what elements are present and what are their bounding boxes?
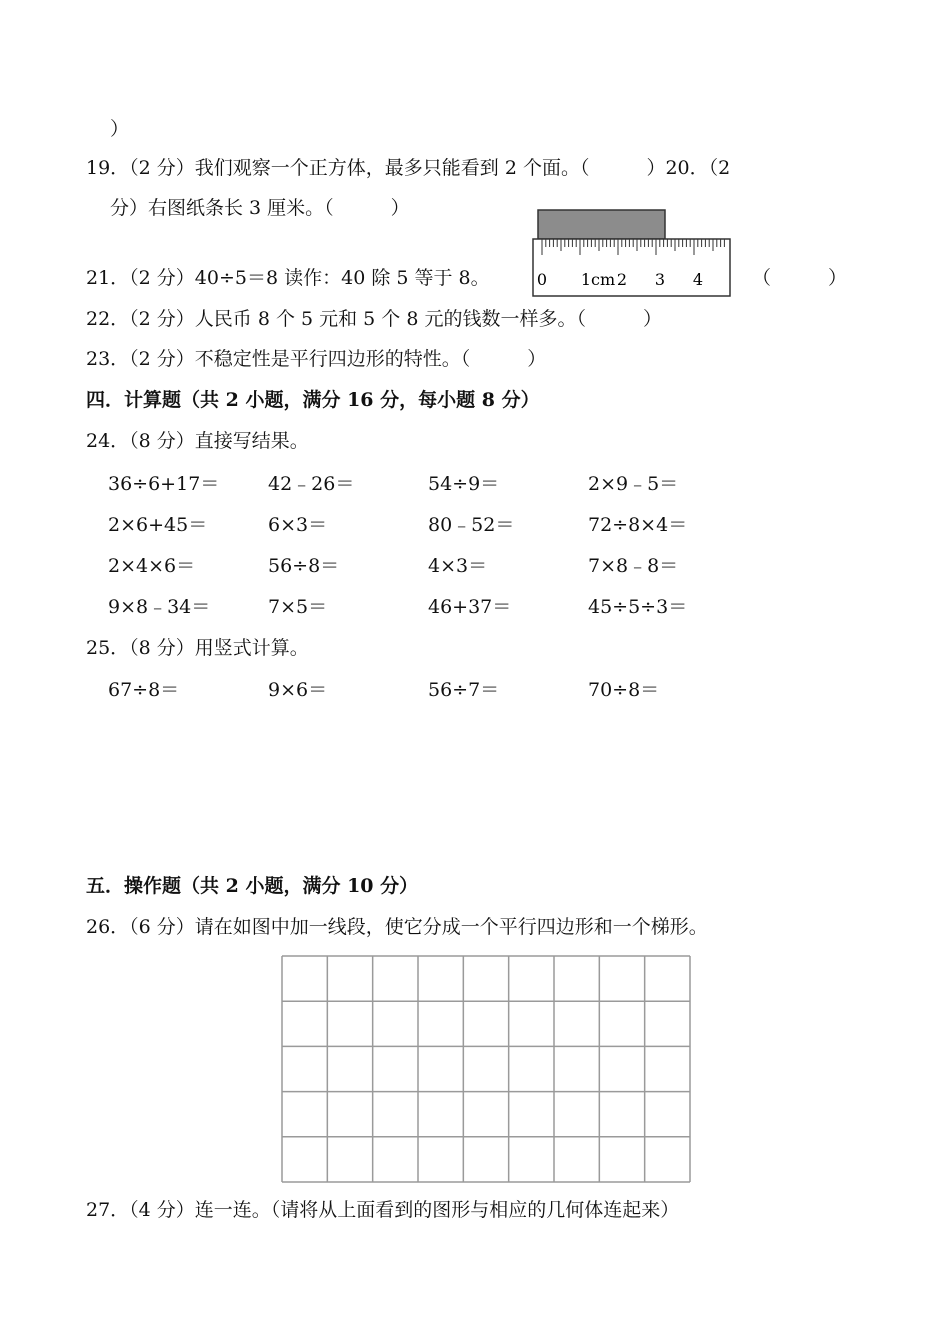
ruler-diagram [532,205,734,299]
q25-item: 56÷7＝ [428,679,500,701]
ruler-label-0: 0 [536,270,548,289]
q24-item: 80﹣52＝ [428,514,515,536]
q24-item: 36÷6+17＝ [108,473,220,495]
question-26: 26．（6 分）请在如图中加一线段，使它分成一个平行四边形和一个梯形。 [86,916,708,938]
q24-item: 72÷8×4＝ [588,514,688,536]
q24-item: 54÷9＝ [428,473,500,495]
question-20-continued: 分）右图纸条长 3 厘米。（ ） [110,197,410,219]
q24-item: 7×5＝ [268,596,328,618]
q24-item: 42﹣26＝ [268,473,355,495]
question-24: 24．（8 分）直接写结果。 [86,430,309,452]
ruler-label-4: 4 [692,270,704,289]
question-23: 23．（2 分）不稳定性是平行四边形的特性。（ ） [86,348,547,370]
q24-item: 7×8﹣8＝ [588,555,679,577]
q18-tail: ） [110,118,130,140]
q24-item: 9×8﹣34＝ [108,596,211,618]
question-27: 27．（4 分）连一连。（请将从上面看到的图形与相应的几何体连起来） [86,1199,680,1221]
question-21-answer-paren: （ ） [752,267,848,289]
section-4-heading: 四．计算题（共 2 小题，满分 16 分，每小题 8 分） [86,389,540,411]
ruler-label-1cm: 1cm [580,270,616,289]
q24-item: 45÷5÷3＝ [588,596,688,618]
q24-item: 4×3＝ [428,555,488,577]
q24-item: 2×6+45＝ [108,514,208,536]
q25-item: 70÷8＝ [588,679,660,701]
q24-item: 46+37＝ [428,596,512,618]
ruler-label-2: 2 [616,270,628,289]
ruler-label-3: 3 [654,270,666,289]
q24-item: 2×9﹣5＝ [588,473,679,495]
paper-strip [538,210,665,239]
section-5-heading: 五．操作题（共 2 小题，满分 10 分） [86,875,419,897]
q24-item: 2×4×6＝ [108,555,196,577]
square-grid [281,955,691,1183]
question-22: 22．（2 分）人民币 8 个 5 元和 5 个 8 元的钱数一样多。（ ） [86,308,662,330]
question-25: 25．（8 分）用竖式计算。 [86,637,309,659]
q25-item: 67÷8＝ [108,679,180,701]
q24-item: 56÷8＝ [268,555,340,577]
q24-item: 6×3＝ [268,514,328,536]
question-19: 19．（2 分）我们观察一个正方体，最多只能看到 2 个面。（ ）20．（2 [86,157,731,179]
question-21: 21．（2 分）40÷5＝8 读作：40 除 5 等于 8。 [86,267,490,289]
q25-item: 9×6＝ [268,679,328,701]
